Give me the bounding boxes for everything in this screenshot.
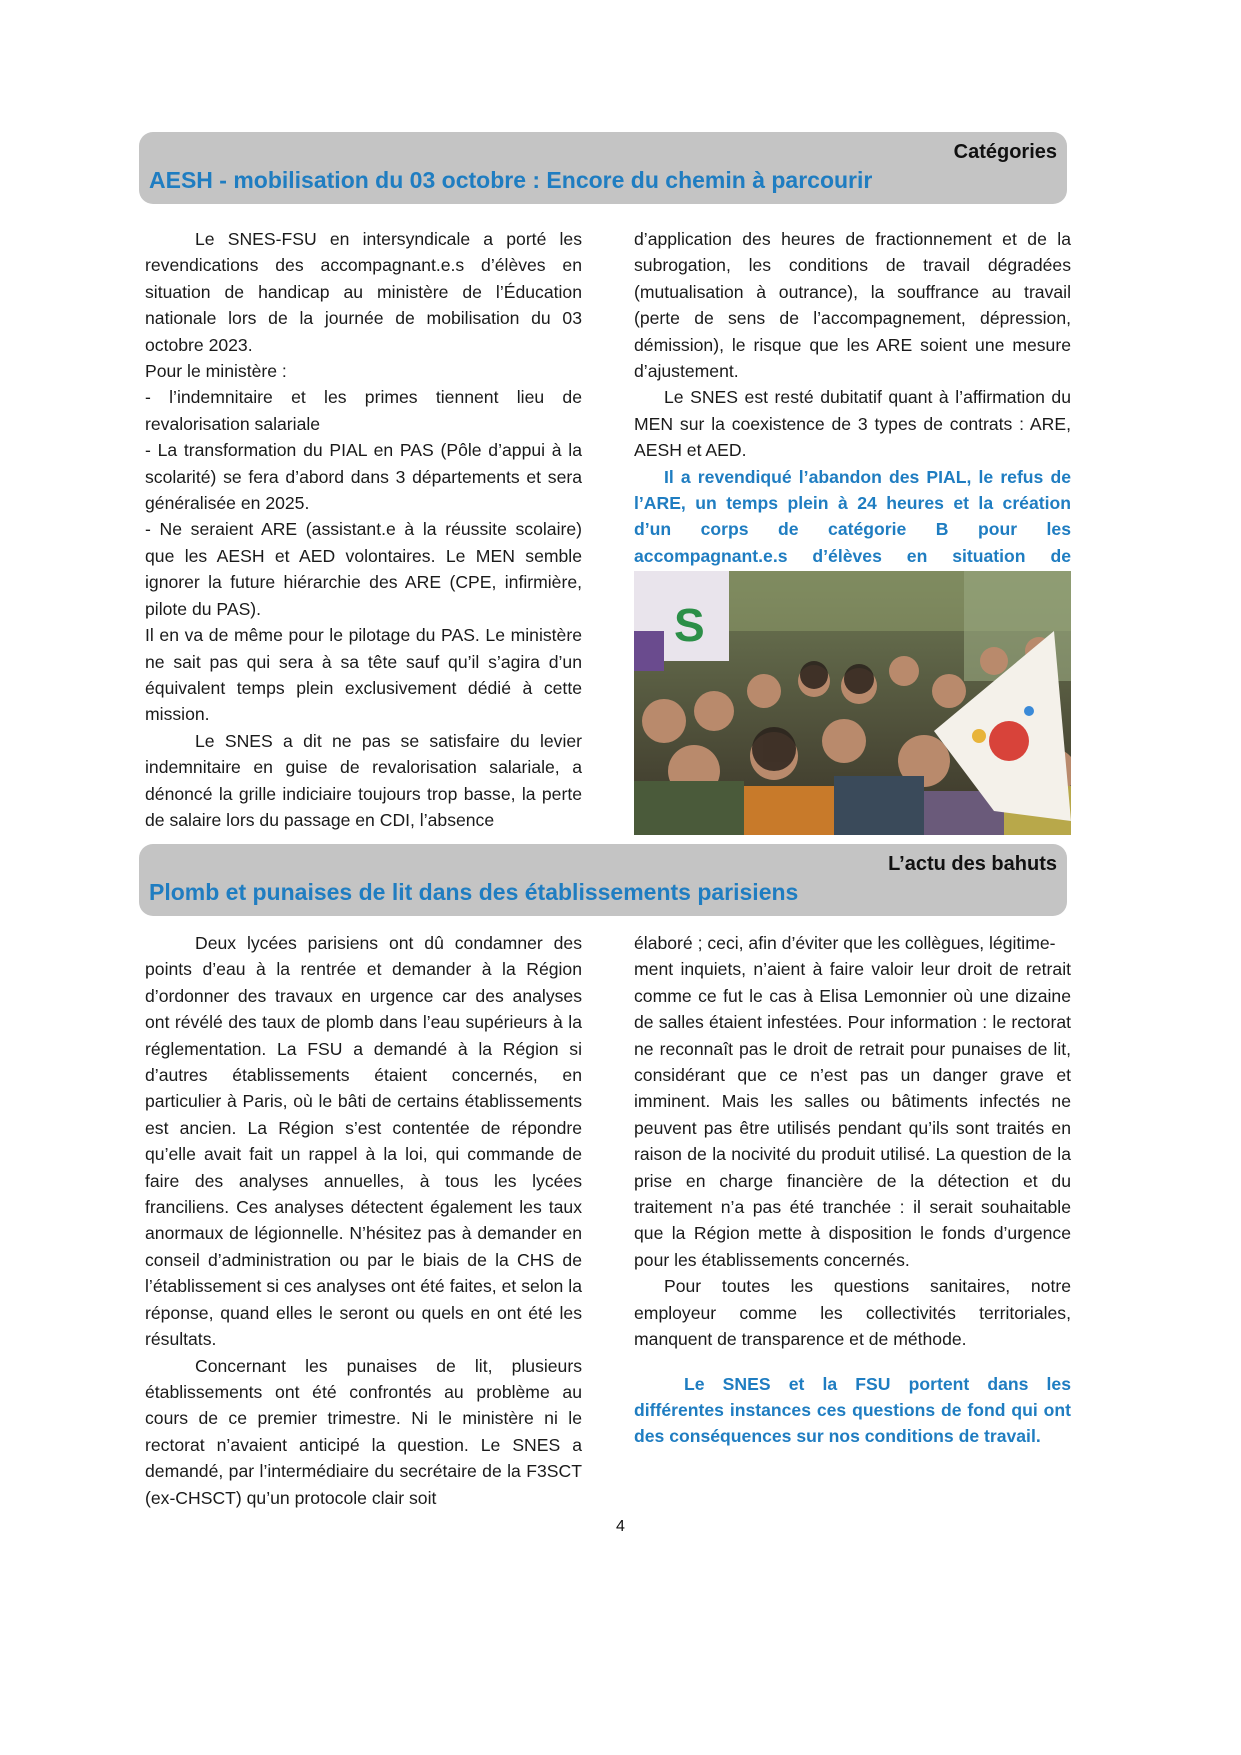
- paragraph: élaboré ; ceci, afin d’éviter que les collègues, légitime-: [634, 933, 1056, 953]
- paragraph: Le SNES a dit ne pas se satisfaire du levier indemnitaire en guise de revalorisation salariale, a dénoncé la grille indiciaire toujours trop basse, la perte de salaire lors du passage en CDI, l’absence: [145, 730, 582, 830]
- paragraph: - Ne seraient ARE (assistant.e à la réussite scolaire) que les AESH et AED volontaires. Le MEN semble ignorer la future hiérarchie des ARE (CPE, infirmière, pilote du PAS).: [145, 519, 582, 619]
- paragraph: Il en va de même pour le pilotage du PAS. Le ministère ne sait pas qui sera à sa tête sauf qu’il s’agira d’un équivalent temps plein exclusivement dédié à cette mission.: [145, 625, 582, 725]
- article2-right-column: [634, 930, 1071, 1450]
- paragraph: d’application des heures de fractionnement et de la subrogation, les conditions de travail dégradées (mutualisation à outrance), la souffrance au travail (perte de sens de l’accompagnement, dépression, démission), le risque que les ARE soient une mesure d’ajustement.: [634, 229, 1071, 382]
- article2-left-column: [145, 930, 582, 1511]
- crowd-photo-illustration: [634, 571, 1071, 835]
- article-title: AESH - mobilisation du 03 octobre : Encore du chemin à parcourir: [149, 167, 873, 193]
- paragraph: - La transformation du PIAL en PAS (Pôle d’appui à la scolarité) se fera d’abord dans 3 départements et sera généralisée en 2025.: [145, 440, 582, 514]
- paragraph: Concernant les punaises de lit, plusieurs établissements ont été confrontés au problème au cours de ce premier trimestre. Ni le ministère ni le rectorat n’avaient anticipé la question. Le SNES a demandé, par l’intermédiaire du secrétaire de la F3SCT (ex-CHSCT) qu’un protocole clair soit: [145, 1355, 582, 1508]
- demonstration-photo: [634, 571, 1071, 835]
- section-banner-aesh: [139, 132, 1067, 204]
- paragraph: Pour toutes les questions sanitaires, notre employeur comme les collectivités territoriales, manquent de transparence et de méthode.: [634, 1276, 1071, 1350]
- highlight-paragraph: Il a revendiqué l’abandon des PIAL, le refus de l’ARE, un temps plein à 24 heures et la création d’un corps de catégorie B pour les accompagnant.e.s d’élèves en situation de: [634, 466, 1071, 566]
- paragraph: Le SNES est resté dubitatif quant à l’affirmation du MEN sur la coexistence de 3 types de contrats : ARE, AESH et AED.: [634, 387, 1071, 461]
- paragraph: Le SNES-FSU en intersyndicale a porté les revendications des accompagnant.e.s d’élèves en situation de handicap au ministère de l’Éducation nationale lors de la journée de mobilisation du 03 octobre 2023.: [145, 229, 582, 355]
- svg-text:S: S: [674, 599, 705, 651]
- paragraph: Pour le ministère :: [145, 361, 287, 382]
- paragraph: Deux lycées parisiens ont dû condamner des points d’eau à la rentrée et demander à la Région d’ordonner des travaux en urgence car des analyses ont révélé des taux de plomb dans l’eau supérieurs à la réglementation. La FSU a demandé à la Région si d’autres établissements étaient concernés, en particulier à Paris, où le bâti de certains établissements est ancien. La Région s’est contentée de répondre qu’elle avait fait un rappel à la loi, qui commande de faire des analyses annuelles, à tous les lycées franciliens. Ces analyses détectent également les taux anormaux de légionnelle. N’hésitez pas à demander en conseil d’administration ou par le biais de la CHS de l’établissement si ces analyses ont été faites, et selon la réponse, quand elles le seront ou quels en ont été les résultats.: [145, 933, 582, 1350]
- article1-right-column: [634, 226, 1071, 596]
- highlight-paragraph: Le SNES et la FSU portent dans les différentes instances ces questions de fond qui ont des conséquences sur nos conditions de travail.: [634, 1373, 1071, 1447]
- section-banner-plomb: [139, 844, 1067, 916]
- paragraph: ment inquiets, n’aient à faire valoir leur droit de retrait comme ce fut le cas à Elisa Lemonnier où une dizaine de salles étaient infestées. Pour information : le rectorat ne reconnaît pas le droit de retrait pour punaises de lit, considérant que ce n’est pas un danger grave et imminent. Mais les salles ou bâtiments infectés ne peuvent pas être utilisés pendant qu’ils sont traités en raison de la nocivité du produit utilisé. La question de la prise en charge financière de la détection et du traitement n’a pas été tranchée : il serait souhaitable que la Région mette à disposition le fonds d’urgence pour les établissements concernés.: [634, 959, 1071, 1270]
- article1-left-column: [145, 226, 582, 833]
- category-label: L’actu des bahuts: [888, 853, 1057, 875]
- paragraph: - l’indemnitaire et les primes tiennent lieu de revalorisation salariale: [145, 387, 582, 434]
- article-title: Plomb et punaises de lit dans des établissements parisiens: [149, 879, 799, 905]
- page-number: 4: [616, 1518, 625, 1535]
- category-label: Catégories: [953, 141, 1057, 163]
